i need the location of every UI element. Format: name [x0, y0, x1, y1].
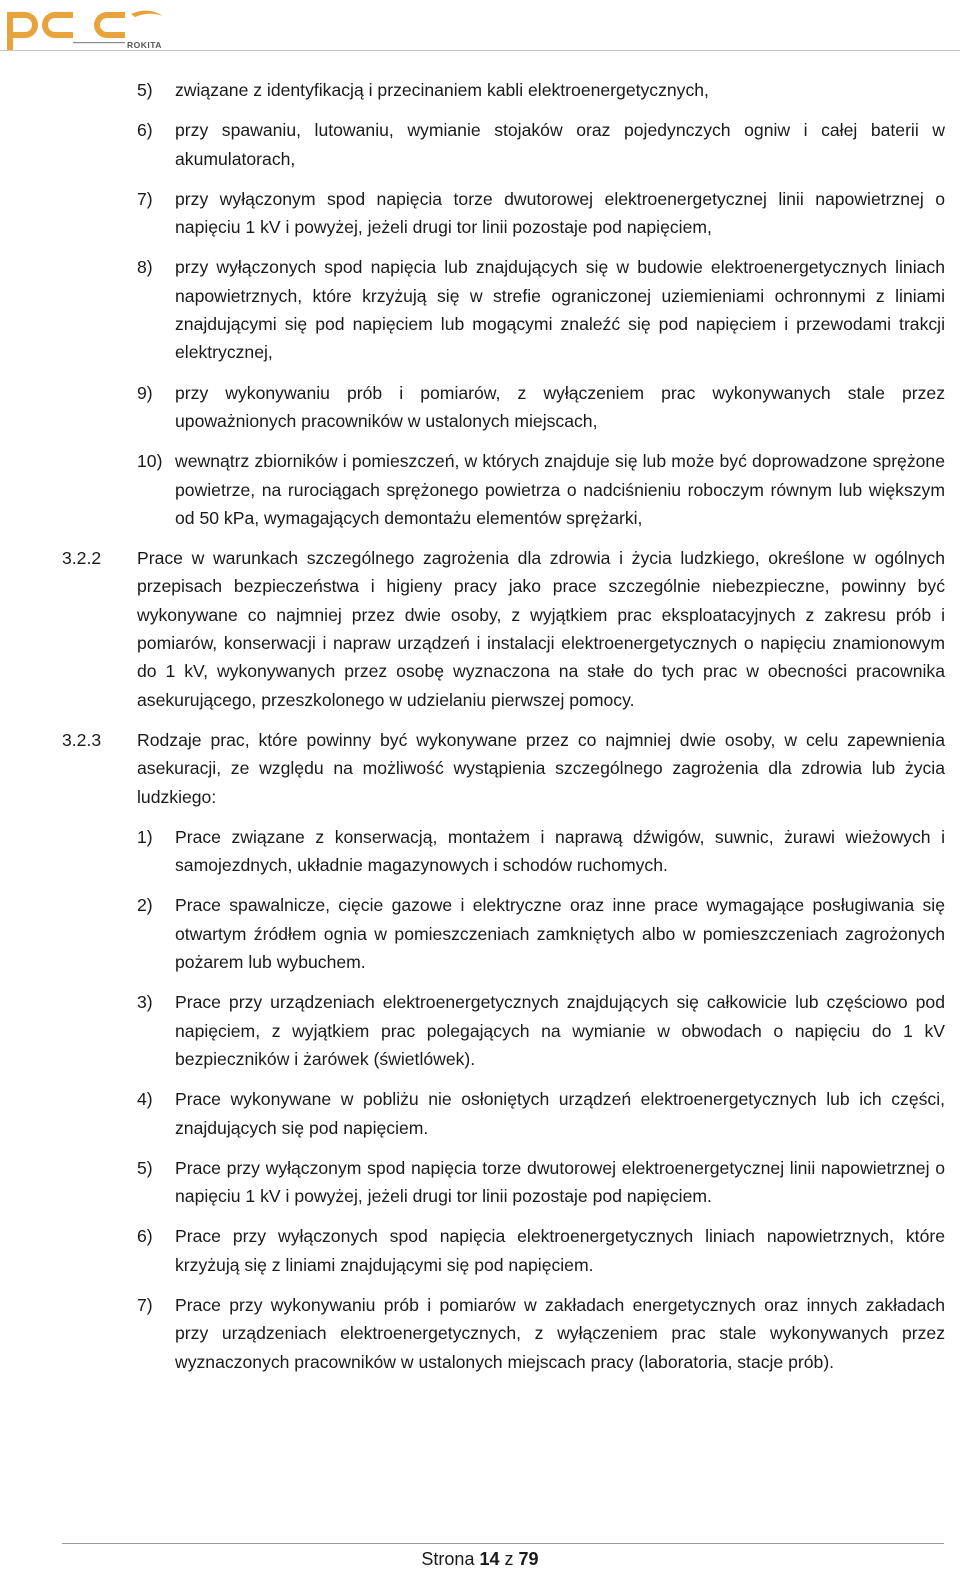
list-item-number: 8) — [137, 257, 153, 278]
section-text: Prace w warunkach szczególnego zagrożenia dla zdrowia i życia ludzkiego, określone w ogólnych przepisach bezpieczeństwa i higieny pracy jako prace szczególnie niebezpieczne, powinny być wykonywane co najmniej przez dwie osoby, z wyjątkiem prac eksploatacyjnych z zakresu prób i pomiarów, konserwacji i napraw urządzeń i instalacji elektroenergetycznych o napięciu znamionowym do 1 kV, wykonywanych przez osobę wyznaczona na stałe do tych prac w obecności pracownika asekurującego, przeszkolonego w udzielaniu pierwszej pomocy. — [137, 548, 945, 710]
page-footer — [0, 1546, 960, 1572]
list-item-text: Prace przy wyłączonym spod napięcia torze dwutorowej elektroenergetycznej linii napowietrznej o napięciu 1 kV i powyżej, jeżeli drugi tor linii pozostaje pod napięciem. — [175, 1157, 945, 1207]
list-item — [0, 379, 960, 436]
pcc-rokita-logo — [3, 2, 165, 52]
svg-text:ROKITA: ROKITA — [127, 40, 162, 50]
list-item — [0, 823, 960, 880]
list-item — [0, 253, 960, 366]
list-item — [0, 447, 960, 532]
list-item — [0, 1085, 960, 1142]
list-item-text: przy spawaniu, lutowaniu, wymianie stojaków oraz pojedynczych ogniw i całej baterii w akumulatorach, — [175, 120, 945, 169]
page-header — [0, 0, 960, 56]
header-divider — [0, 50, 960, 51]
list-item-number: 5) — [137, 80, 153, 100]
list-item-number: 6) — [137, 120, 153, 141]
list-item-text: Prace przy wykonywaniu prób i pomiarów w zakładach energetycznych oraz innych zakładach przy urządzeniach elektroenergetycznych, z wyłączeniem prac stale wykonywanych przez wyznaczonych pracowników w ustalonych miejscach pracy (laboratoria, stacje prób). — [175, 1294, 945, 1372]
section-number: 3.2.3 — [62, 729, 102, 750]
list-item-text: przy wykonywaniu prób i pomiarów, z wyłączeniem prac wykonywanych stale przez upoważnionych pracowników w ustalonych miejscach, — [175, 382, 945, 431]
list-item — [0, 76, 960, 104]
list-item-number: 5) — [137, 1157, 153, 1178]
list-item-number: 6) — [137, 1226, 153, 1247]
list-item-text: Prace przy wyłączonych spod napięcia elektroenergetycznych liniach napowietrznych, które krzyżują się z liniami znajdującymi się pod napięciem. — [175, 1226, 945, 1275]
list-item-number: 1) — [137, 826, 153, 847]
section-3-2-2 — [0, 544, 960, 714]
list-item-number: 3) — [137, 992, 153, 1013]
list-item-text: Prace przy urządzeniach elektroenergetycznych znajdujących się całkowicie lub częściowo pod napięciem, z wyjątkiem prac polegających na wymianie w obwodach o napięciu do 1 kV bezpieczników i żarówek (świetlówek). — [175, 992, 945, 1069]
list-item-number: 4) — [137, 1089, 153, 1110]
list-item-number: 10) — [137, 451, 163, 472]
section-text: Rodzaje prac, które powinny być wykonywane przez co najmniej dwie osoby, w celu zapewnienia asekuracji, ze względu na możliwość wystąpienia szczególnego zagrożenia dla zdrowia lub życia ludzkiego: — [137, 729, 945, 807]
list-item — [0, 988, 960, 1073]
footer-divider — [62, 1543, 944, 1544]
list-item-text: Prace wykonywane w pobliżu nie osłoniętych urządzeń elektroenergetycznych lub ich części, znajdujących się pod napięciem. — [175, 1089, 945, 1138]
list-item-text: związane z identyfikacją i przecinaniem kabli elektroenergetycznych, — [175, 80, 709, 100]
list-item-text: wewnątrz zbiorników i pomieszczeń, w których znajduje się lub może być doprowadzone sprężone powietrze, na rurociągach sprężonego powietrza o nadciśnieniu roboczym równym lub większym od 50 kPa, wymagających demontażu elementów sprężarki, — [175, 451, 945, 528]
list-item-text: Prace związane z konserwacją, montażem i naprawą dźwigów, suwnic, żurawi wieżowych i samojezdnych, układnie magazynowych i schodów ruchomych. — [175, 826, 945, 876]
page-separator: z — [504, 1549, 514, 1569]
list-item-text: Prace spawalnicze, cięcie gazowe i elektryczne oraz inne prace wymagające posługiwania się otwartym źródłem ognia w pomieszczeniach zamkniętych albo w pomieszczeniach zagrożonych pożarem lub wybuchem. — [175, 895, 945, 973]
list-item-number: 7) — [137, 188, 153, 209]
section-3-2-3 — [0, 726, 960, 811]
total-pages-number: 79 — [518, 1549, 539, 1569]
list-item — [0, 1154, 960, 1211]
list-item — [0, 116, 960, 173]
list-item — [0, 185, 960, 242]
section-number: 3.2.2 — [62, 548, 102, 569]
list-item-text: przy wyłączonych spod napięcia lub znajdujących się w budowie elektroenergetycznych liniach napowietrznych, które krzyżują się w strefie ograniczonej uziemieniami ochronnymi z liniami znajdującymi się pod napięciem lub mogącymi znaleźć się pod napięciem i przewodami trakcji elektrycznej, — [175, 257, 945, 363]
document-body — [0, 76, 960, 1388]
page-label: Strona — [421, 1549, 475, 1569]
section-3-2-3-list — [0, 823, 960, 1376]
list-item — [0, 1222, 960, 1279]
list-item-text: przy wyłączonym spod napięcia torze dwutorowej elektroenergetycznej linii napowietrznej o napięciu 1 kV i powyżej, jeżeli drugi tor linii pozostaje pod napięciem, — [175, 188, 945, 238]
current-page-number: 14 — [479, 1549, 500, 1569]
list-item-number: 7) — [137, 1294, 153, 1315]
list-item-number: 9) — [137, 382, 153, 403]
list-item — [0, 1291, 960, 1376]
list-item — [0, 891, 960, 976]
list-item-number: 2) — [137, 895, 153, 916]
